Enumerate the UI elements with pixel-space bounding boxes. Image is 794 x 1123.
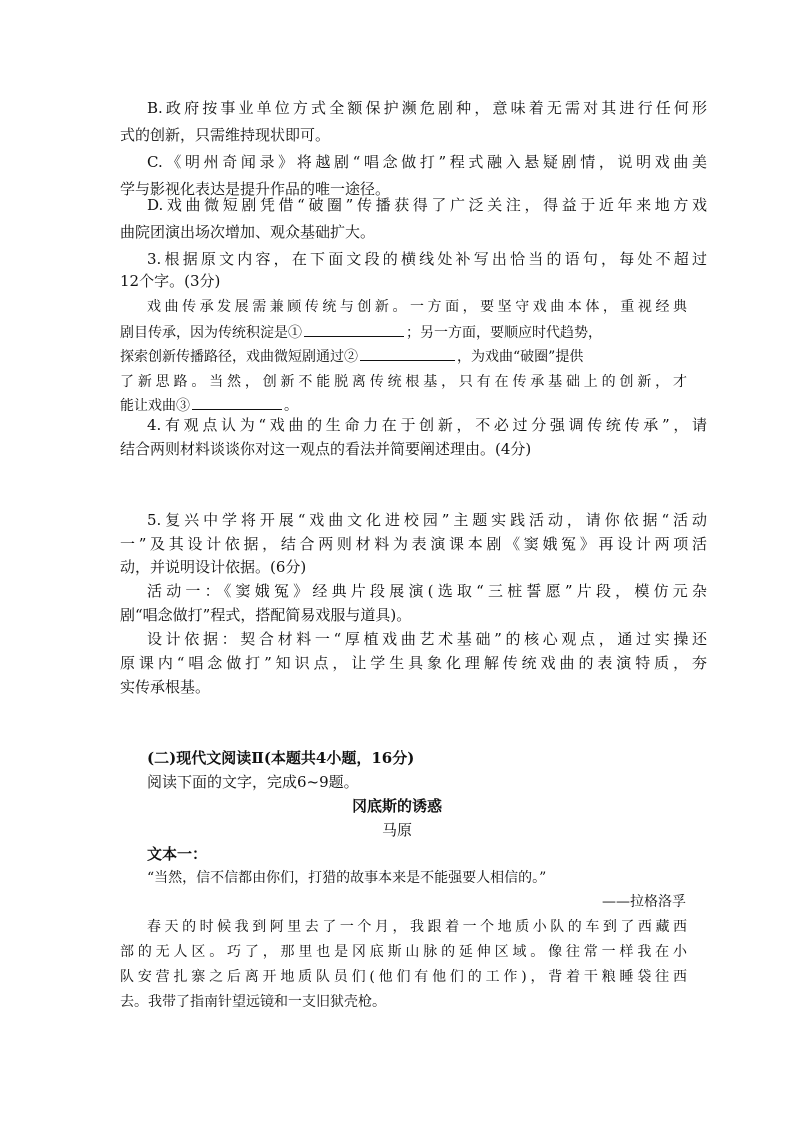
epigraph-source: ——拉格洛孚 — [602, 894, 686, 910]
paragraph-1-line3: 队安营扎寨之后离开地质队员们(他们有他们的工作)，背着干粮睡袋往西 — [120, 969, 687, 985]
option-d-line1: D.戏曲微短剧凭借“破圈”传播获得了广泛关注，得益于近年来地方戏 — [147, 196, 707, 214]
epigraph: “当然，信不信都由你们，打猎的故事本来是不能强要人相信的。” — [147, 870, 547, 886]
q3-passage-line3 — [120, 346, 583, 368]
question-3-line1: 3.根据原文内容，在下面文段的横线处补写出恰当的语句，每处不超过 — [147, 250, 707, 268]
question-4-line2: 结合两则材料谈谈你对这一观点的看法并简要阐述理由。(4分) — [120, 440, 532, 458]
question-5-line1: 5.复兴中学将开展“戏曲文化进校园”主题实践活动，请你依据“活动 — [147, 511, 707, 529]
answer-blank-3[interactable] — [192, 395, 282, 410]
activity-1-line1: 活动一：《窦娥冤》经典片段展演(选取“三桩誓愿”片段，模仿元杂 — [147, 582, 707, 600]
option-b-line2: 式的创新，只需维持现状即可。 — [120, 126, 331, 144]
q3-passage-text: ；另一方面，要顺应时代趋势， — [406, 325, 602, 341]
q3-passage-line2 — [120, 322, 602, 344]
question-5-line3: 动，并说明设计依据。(6分) — [120, 558, 307, 576]
text-one-label: 文本一： — [147, 845, 208, 863]
option-c-line1: C.《明州奇闻录》将越剧“唱念做打”程式融入悬疑剧情，说明戏曲美 — [147, 153, 707, 171]
question-4-line1: 4.有观点认为“戏曲的生命力在于创新，不必过分强调传统传承”，请 — [147, 416, 707, 434]
section-2-instruction: 阅读下面的文字，完成6~9题。 — [147, 773, 359, 791]
question-3-line2: 12个字。(3分) — [120, 272, 221, 290]
q3-passage-line4: 了新思路。当然，创新不能脱离传统根基，只有在传承基础上的创新，才 — [120, 374, 687, 390]
question-5-line2: 一”及其设计依据，结合两则材料为表演课本剧《窦娥冤》再设计两项活 — [120, 535, 707, 553]
answer-blank-2[interactable] — [360, 346, 455, 361]
design-basis-line2: 原课内“唱念做打”知识点，让学生具象化理解传统戏曲的表演特质，夯 — [120, 654, 707, 672]
paragraph-1-line2: 部的无人区。巧了，那里也是冈底斯山脉的延伸区域。像往常一样我在小 — [120, 944, 687, 960]
option-b-line1: B.政府按事业单位方式全额保护濒危剧种，意味着无需对其进行任何形 — [147, 99, 707, 117]
option-c-line2: 学与影视化表达是提升作品的唯一途径。 — [120, 180, 391, 198]
design-basis-line1: 设计依据：契合材料一“厚植戏曲艺术基础”的核心观点，通过实操还 — [147, 630, 707, 648]
activity-1-line2: 剧“唱念做打”程式，搭配简易戏服与道具)。 — [120, 606, 412, 624]
q3-passage-line1: 戏曲传承发展需兼顾传统与创新。一方面，要坚守戏曲本体，重视经典 — [147, 299, 687, 315]
q3-passage-text: ，为戏曲“破圈”提供 — [457, 349, 584, 365]
article-author: 马原 — [381, 821, 412, 839]
q3-passage-text: 。 — [284, 398, 298, 414]
article-title: 冈底斯的诱惑 — [351, 797, 442, 815]
q3-passage-text: 探索创新传播路径，戏曲微短剧通过② — [120, 349, 358, 365]
q3-passage-text: 能让戏曲③ — [120, 398, 190, 414]
design-basis-line3: 实传承根基。 — [120, 678, 211, 696]
q3-passage-text: 剧目传承，因为传统积淀是① — [120, 325, 302, 341]
section-2-heading: (二)现代文阅读Ⅱ(本题共4小题，16分) — [147, 749, 415, 767]
paragraph-1-line4: 去。我带了指南针望远镜和一支旧狱壳枪。 — [120, 994, 386, 1010]
paragraph-1-line1: 春天的时候我到阿里去了一个月，我跟着一个地质小队的车到了西藏西 — [147, 919, 687, 935]
option-d-line2: 曲院团演出场次增加、观众基础扩大。 — [120, 223, 376, 241]
answer-blank-1[interactable] — [304, 322, 404, 337]
